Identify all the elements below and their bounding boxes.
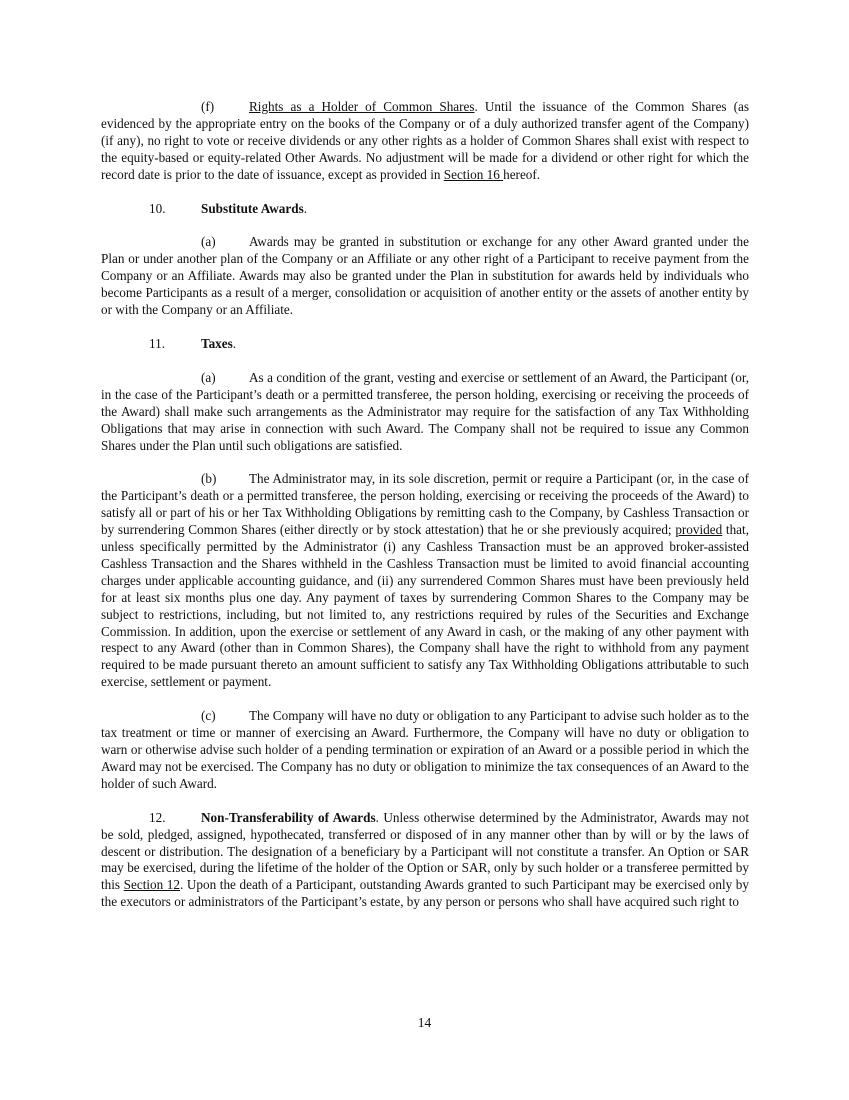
section-10-number: 10. — [149, 200, 166, 216]
provided-term: provided — [675, 522, 723, 538]
section-11c-label: (c) — [201, 708, 216, 724]
section-11b-text-a: The Administrator may, in its sole discretion, permit or require a Participant (or, in the case of the Participant’s death or a permitted transferee, the person holding, exercising or receiving the proceeds of the Award) to satisfy all or part of his or her Tax Withholding Obligations by remitting cash to the Company, by Cashless Transaction or by surrendering Common Shares (either directly or by stock attestation) that he or she previously acquired; — [101, 471, 749, 538]
page-number: 14 — [417, 1015, 432, 1030]
section-9f-text-a: . Until the issuance of the Common Shares (as evidenced by the appropriate entry on the books of the Company or of a duly authorized transfer agent of the Company) (if any), no right to vote or receive dividends or any other rights as a holder of Common Shares shall exist with respect to the equity-based or equity-related Other Awards. No adjustment will be made for a dividend or other right for which the record date is prior to the date of issuance, except as provided in — [101, 99, 749, 182]
document-body — [101, 99, 749, 911]
section-11c-paragraph — [101, 708, 749, 793]
section-11-number: 11. — [149, 335, 165, 351]
section-11b-text-b: that, unless specifically permitted by the Administrator (i) any Cashless Transaction must be an approved broker-assisted Cashless Transaction and the Shares withheld in the Cashless Transaction must be limited to avoid financial accounting charges under applicable accounting guidance, and (ii) any surrendered Common Shares must have been previously held for at least six months plus one day. Any payment of taxes by surrendering Common Shares to the Company may be subject to restrictions, including, but not limited to, any restrictions required by rules of the Securities and Exchange Commission. In addition, upon the exercise or settlement of any Award in cash, or the making of any other payment with respect to any Award (other than in Common Shares), the Company shall have the right to withhold from any payment required to be made pursuant thereto an amount sufficient to satisfy any Tax Withholding Obligations attributable to such exercise, settlement or payment. — [101, 522, 749, 690]
section-10a-paragraph — [101, 234, 749, 319]
section-10-period: . — [303, 200, 308, 216]
section-9f-title: Rights as a Holder of Common Shares — [249, 99, 475, 114]
section-9f-paragraph — [101, 99, 749, 184]
section-11a-paragraph — [101, 370, 749, 455]
section-11c-text: The Company will have no duty or obligation to any Participant to advise such holder as to the tax treatment or time or manner of exercising an Award. Furthermore, the Company will have no duty or obligation to warn or otherwise advise such holder of a pending termination or expiration of an Award or a possible period in which the Award may not be exercised. The Company has no duty or obligation to minimize the tax consequences of an Award to the holder of such Award. — [101, 708, 749, 791]
section-12-reference: Section 12 — [123, 877, 180, 893]
section-11b-paragraph — [101, 471, 749, 691]
section-12-number: 12. — [149, 809, 166, 825]
section-12-text-a: . Unless otherwise determined by the Administrator, Awards may not be sold, pledged, assigned, hypothecated, transferred or disposed of in any manner other than by will or by the laws of descent or distribution. The designation of a beneficiary by a Participant will not constitute a transfer. An Option or SAR may be exercised, during the lifetime of the holder of the Option or SAR, only by such holder or a transferee permitted by this — [101, 809, 749, 893]
section-16-reference: Section 16 — [443, 166, 504, 182]
section-12-text-b: . Upon the death of a Participant, outstanding Awards granted to such Participant may be exercised only by the executors or administrators of the Participant’s estate, by any person or persons who shall have acquired such right to — [101, 877, 749, 910]
section-12-paragraph — [101, 810, 749, 911]
section-9f-text-b: hereof. — [503, 166, 541, 182]
section-9f-label: (f) — [201, 99, 215, 114]
section-11a-label: (a) — [201, 369, 216, 385]
section-11b-label: (b) — [201, 471, 217, 487]
section-11-title: Taxes — [201, 335, 233, 351]
section-10-heading — [101, 201, 749, 218]
section-10-title: Substitute Awards — [201, 200, 304, 216]
section-10a-text: Awards may be granted in substitution or exchange for any other Award granted under the Plan or under another plan of the Company or an Affiliate or any other right of a Participant to receive payment from the Company or an Affiliate. Awards may also be granted under the Plan in substitution for awards held by individuals who become Participants as a result of a merger, consolidation or acquisition of another entity or the assets of another entity by or with the Company or an Affiliate. — [101, 234, 749, 318]
section-11a-text: As a condition of the grant, vesting and exercise or settlement of an Award, the Participant (or, in the case of the Participant’s death or a permitted transferee, the person holding, exercising or receiving the proceeds of the Award) shall make such arrangements as the Administrator may require for the satisfaction of any Tax Withholding Obligations that may arise in connection with such Award. The Company shall not be required to issue any Common Shares under the Plan until such obligations are satisfied. — [101, 369, 749, 453]
section-10a-label: (a) — [201, 234, 216, 250]
section-11-heading — [101, 336, 749, 353]
section-11-period: . — [232, 335, 237, 351]
section-12-title: Non-Transferability of Awards — [201, 809, 376, 825]
